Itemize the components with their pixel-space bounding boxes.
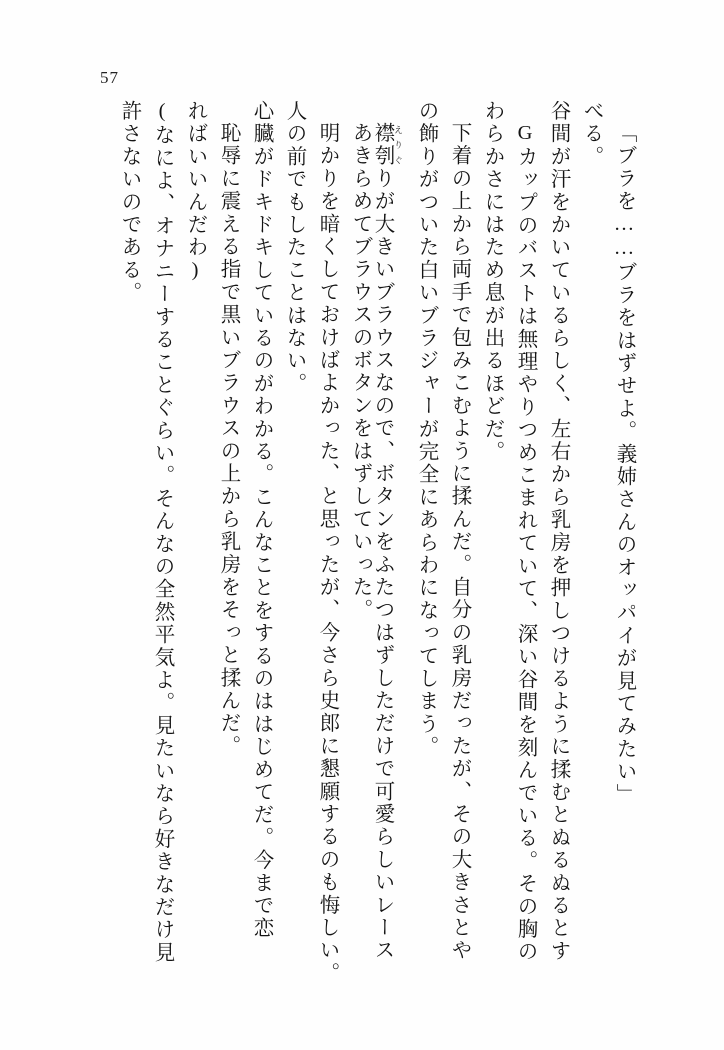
text-column: わらかさにはため息が出るほどだ。 xyxy=(481,100,503,464)
text-column: 下着の上から両手で包みこむように揉んだ。自分の乳房だったが、その大きさとや xyxy=(448,122,470,962)
text-column: 「ブラを……ブラをはずせよ。義姉さんのオッパイが見てみたい」 xyxy=(613,122,635,806)
text-column: の飾りがついた白いブラジャーが完全にあらわになってしまう。 xyxy=(415,100,437,759)
text-column: 谷間が汗をかいているらしく、左右から乳房を押しつけるように揉むとぬるぬるとす xyxy=(547,100,569,963)
text-column: Gカップのバストは無理やりつめこまれていて、深い谷間を刻んでいる。その胸の xyxy=(514,122,536,964)
text-column: ればいいんだわ) xyxy=(184,100,206,284)
text-column: べる。 xyxy=(580,100,602,169)
text-column: 人の前でもしたことはない。 xyxy=(283,100,305,396)
text-column: 許さないのである。 xyxy=(118,100,140,305)
text-column: あきらめてブラウスのボタンをはずしていった。 xyxy=(349,122,371,622)
vertical-text-block xyxy=(106,100,666,985)
text-column-with-ruby: 襟刳 えりぐりが大きいブラウスなので、ボタンをふたつはずしただけで可愛らしいレース xyxy=(371,122,403,962)
text-column: 明かりを暗くしておけばよかった、と思ったが、今さら史郎に懇願するのも悔しい。 xyxy=(316,122,338,985)
text-column: 心臓がドキドキしているのがわかる。こんなことをするのははじめてだ。今まで恋 xyxy=(250,100,272,940)
text-column: (なによ、オナニーすることぐらい。そんなの全然平気よ。見たいなら好きなだけ見 xyxy=(151,100,173,965)
page-number: 57 xyxy=(100,68,119,87)
text-column: 恥辱に震える指で黒いブラウスの上から乳房をそっと揉んだ。 xyxy=(217,122,239,758)
